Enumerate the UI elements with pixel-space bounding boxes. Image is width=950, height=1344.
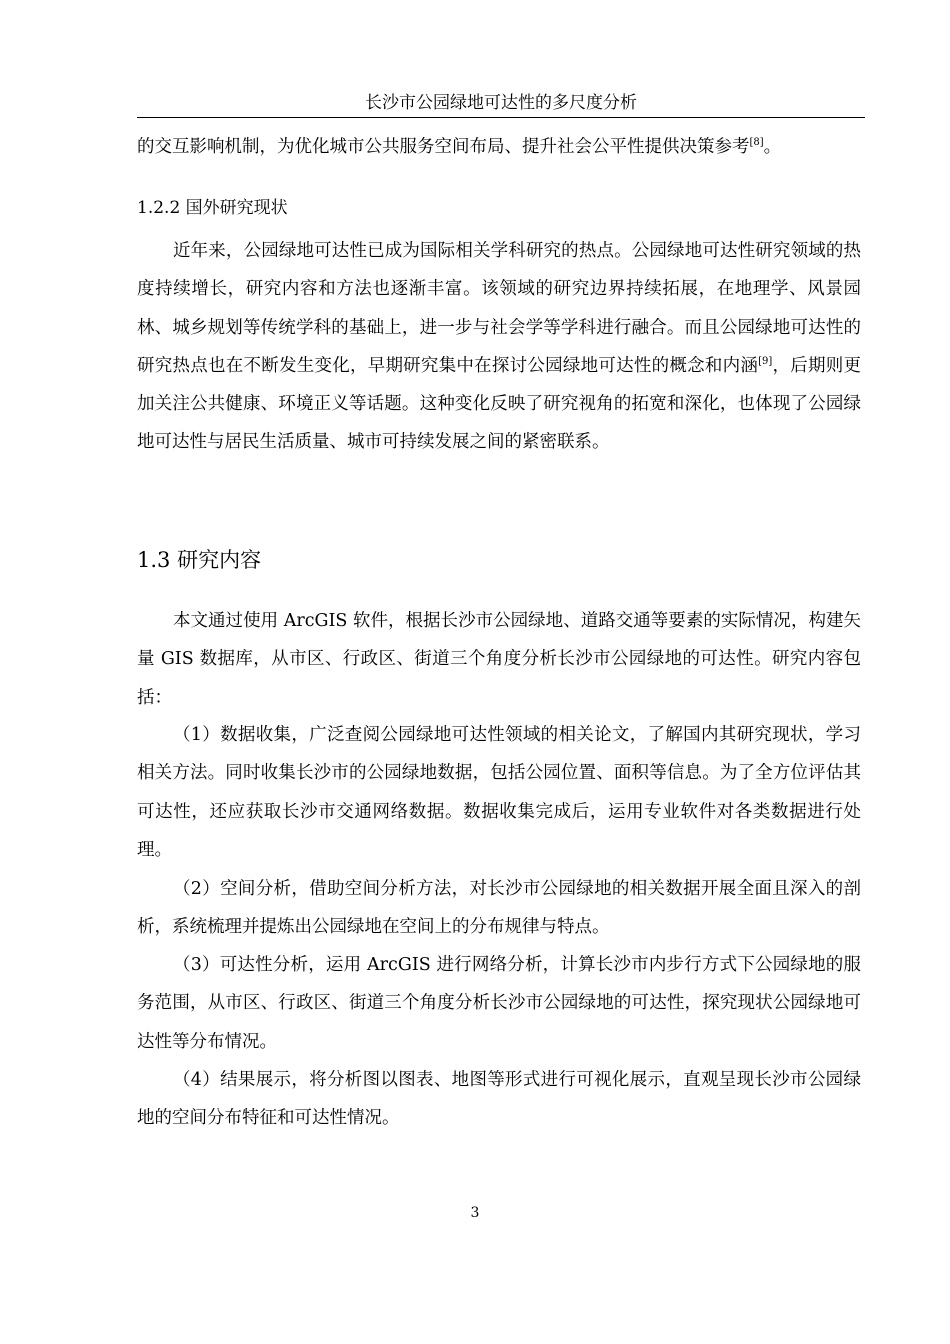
list-item: （2）空间分析，借助空间分析方法，对长沙市公园绿地的相关数据开展全面且深入的剖析，系统梳理并提炼出公园绿地在空间上的分布规律与特点。 (137, 879, 861, 938)
paragraph-intro: 本文通过使用 ArcGIS 软件，根据长沙市公园绿地、道路交通等要素的实际情况，构建矢量 GIS 数据库，从市区、行政区、街道三个角度分析长沙市公园绿地的可达性。研究内容包括： (137, 611, 861, 708)
paragraph-text: 近年来，公园绿地可达性已成为国际相关学科研究的热点。公园绿地可达性研究领域的热度持续增长，研究内容和方法也逐渐丰富。该领域的研究边界持续拓展，在地理学、风景园林、城乡规划等传统学科的基础上，进一步与社会学等学科进行融合。而且公园绿地可达性的研究热点也在不断发生变化，早期研究集中在探讨公园绿地可达性的概念和内涵 (137, 241, 861, 376)
paragraph-text: ，后期则更加关注公共健康、环境正义等话题。这种变化反映了研究视角的拓宽和深化，也体现了公园绿地可达性与居民生活质量、城市可持续发展之间的紧密联系。 (137, 355, 862, 453)
citation-ref: [8] (749, 137, 764, 148)
paragraph-foreign-research (137, 232, 861, 462)
list-item: （3）可达性分析，运用 ArcGIS 进行网络分析，计算长沙市内步行方式下公园绿地的服务范围，从市区、行政区、街道三个角度分析长沙市公园绿地的可达性，探究现状公园绿地可达性等分布情况。 (137, 955, 861, 1052)
running-header: 长沙市公园绿地可达性的多尺度分析 (365, 93, 637, 113)
section-heading-1-3: 1.3 研究内容 (137, 548, 262, 572)
page-number: 3 (470, 1205, 480, 1221)
continuation-tail: 。 (763, 137, 782, 157)
continuation-text: 的交互影响机制，为优化城市公共服务空间布局、提升社会公平性提供决策参考 (137, 137, 750, 157)
section-heading-1-2-2: 1.2.2 国外研究现状 (137, 198, 288, 218)
list-item: （4）结果展示，将分析图以图表、地图等形式进行可视化展示，直观呈现长沙市公园绿地的空间分布特征和可达性情况。 (137, 1070, 861, 1129)
header-rule (137, 117, 865, 118)
list-item: （1）数据收集，广泛查阅公园绿地可达性领域的相关论文，了解国内其研究现状，学习相关方法。同时收集长沙市的公园绿地数据，包括公园位置、面积等信息。为了全方位评估其可达性，还应获取长沙市交通网络数据。数据收集完成后，运用专业软件对各类数据进行处理。 (137, 725, 861, 860)
citation-ref: [9] (758, 355, 773, 367)
continuation-paragraph (137, 128, 861, 166)
